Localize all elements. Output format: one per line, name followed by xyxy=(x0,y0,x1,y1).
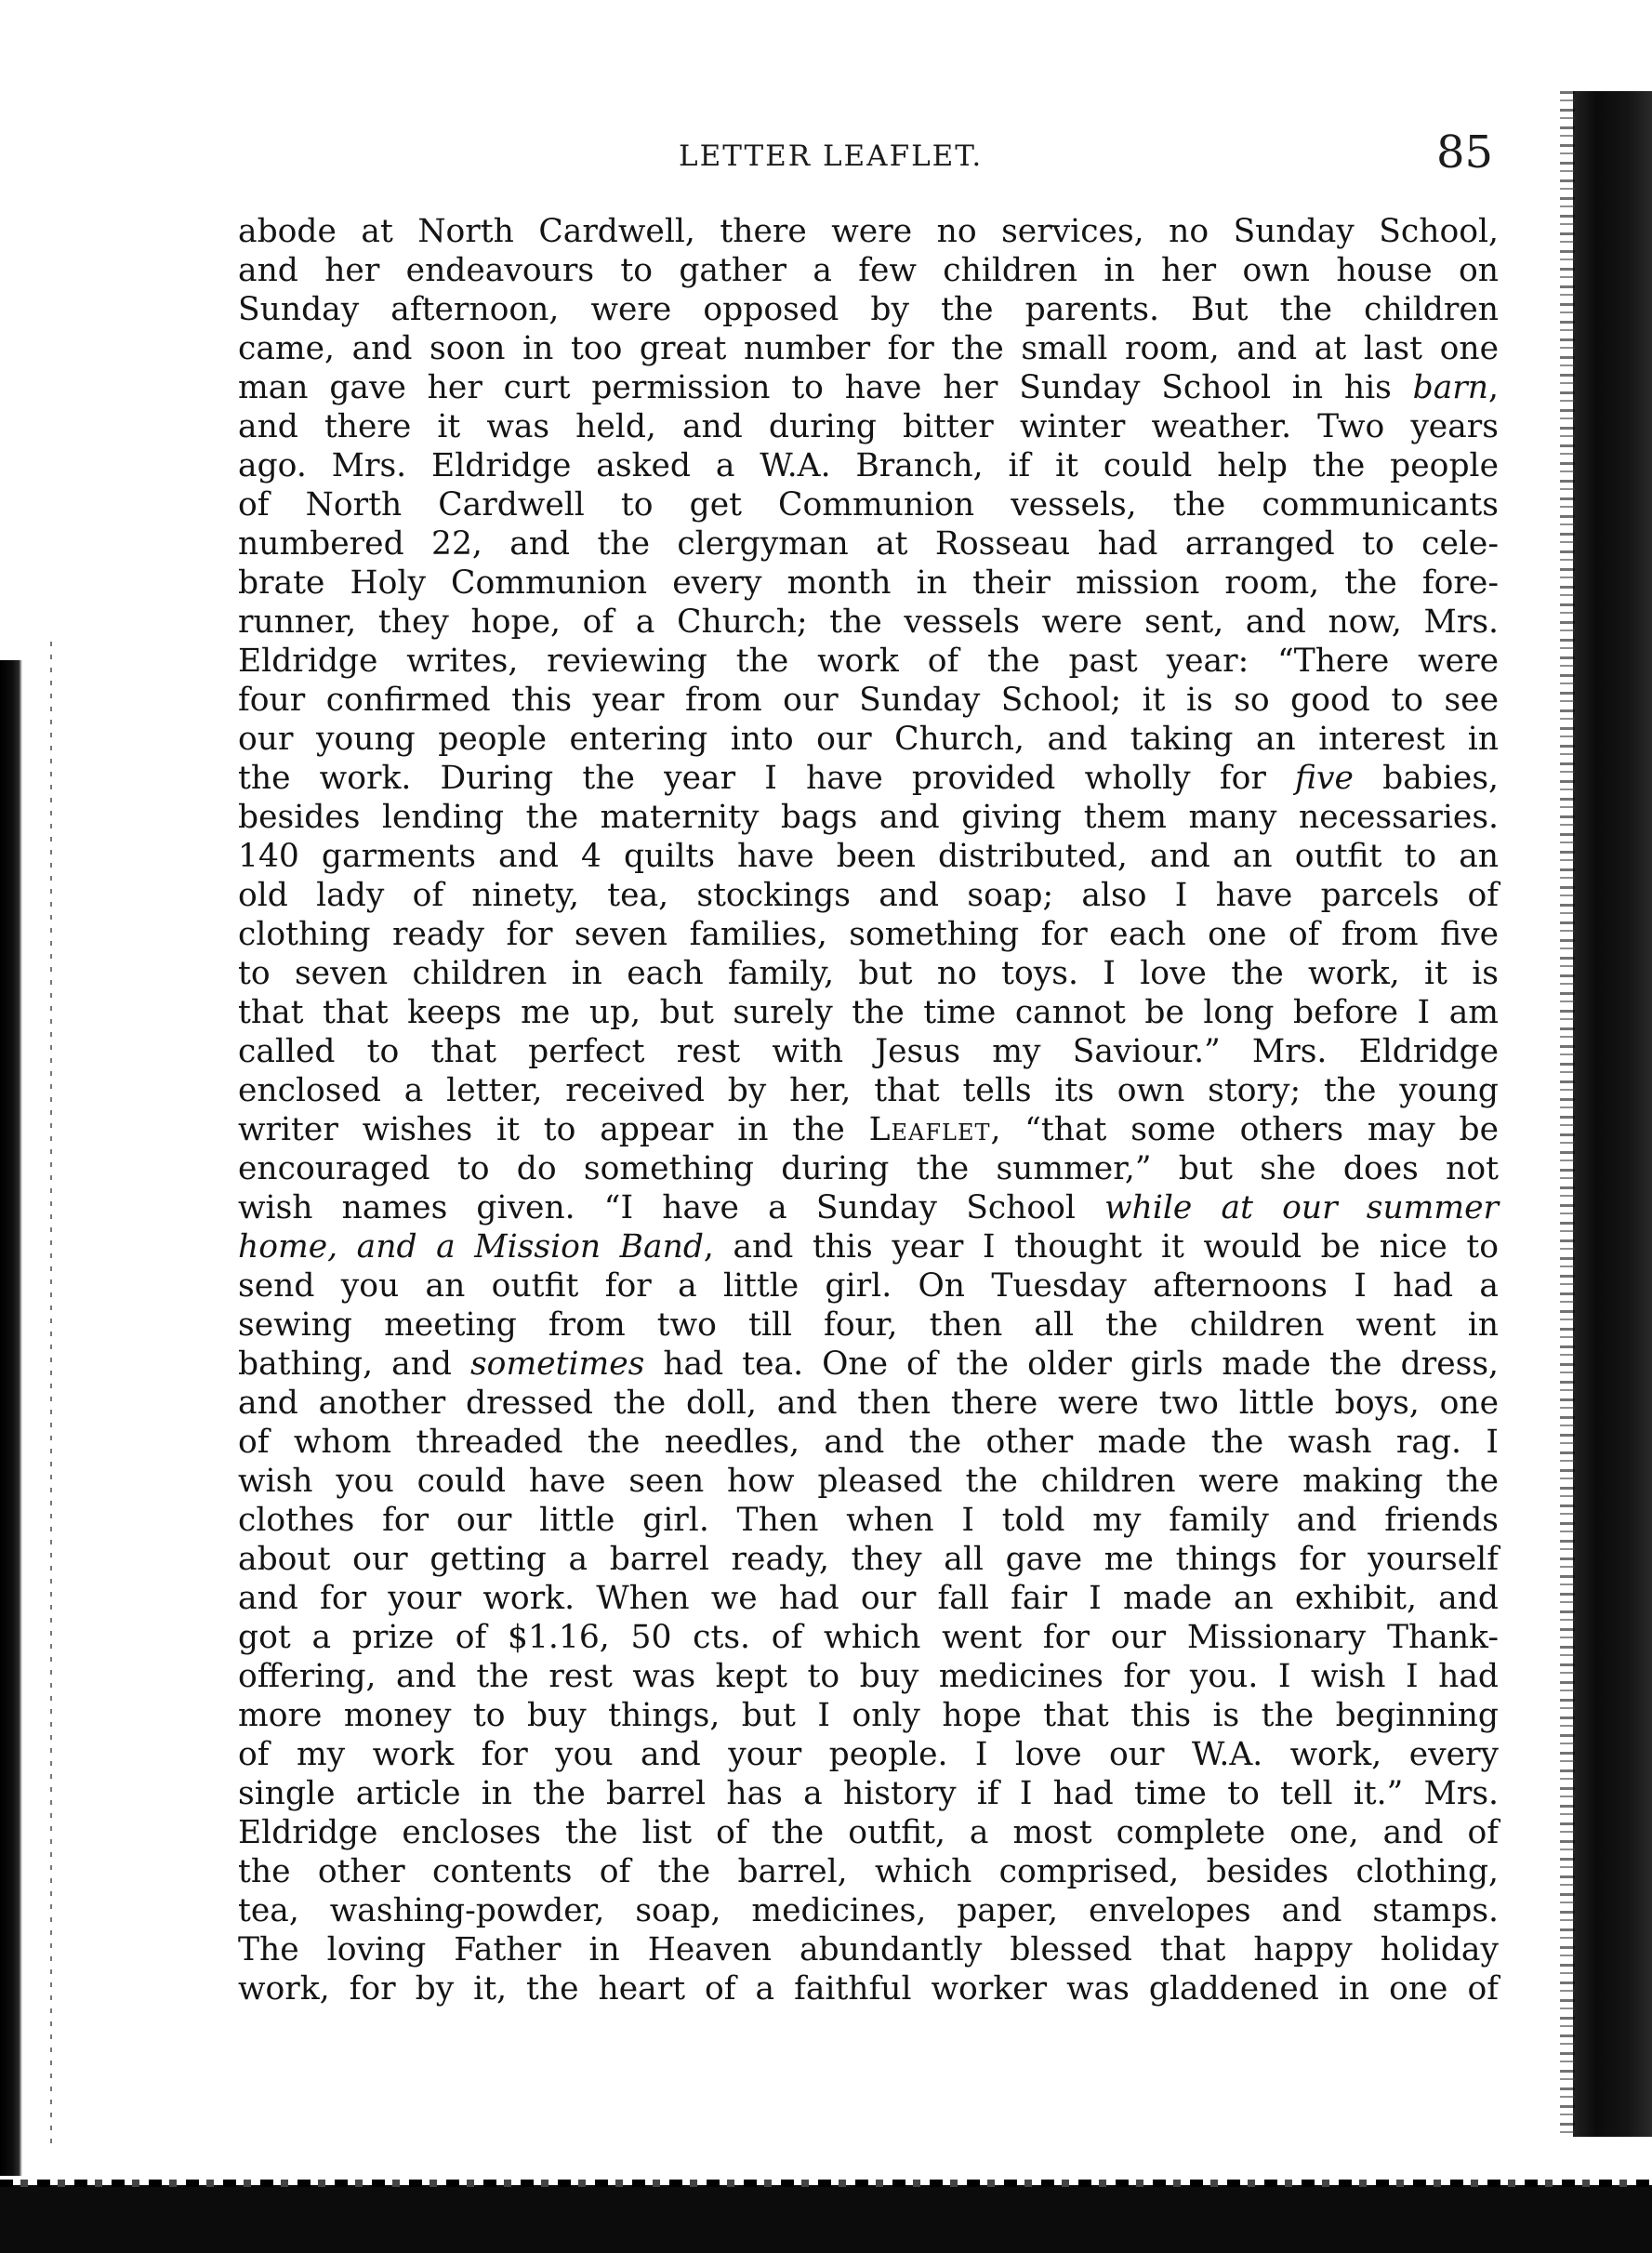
italic-text: home, and a Mission Band xyxy=(238,1228,704,1266)
text-run: single article in the barrel has a history if I had time to tell it.” Mrs. xyxy=(238,1775,1499,1812)
text-run: bathing, and xyxy=(238,1345,470,1383)
text-run: of my work for you and your people. I love our W.A. work, every xyxy=(238,1736,1499,1773)
text-line xyxy=(238,485,1499,524)
text-line xyxy=(238,993,1499,1032)
text-run: clothing ready for seven families, something for each one of from five xyxy=(238,916,1499,953)
text-run: and her endeavours to gather a few children in her own house on xyxy=(238,252,1499,289)
text-line xyxy=(238,524,1499,563)
text-run: about our getting a barrel ready, they all gave me things for yourself xyxy=(238,1541,1499,1578)
text-run: writer wishes it to appear in the xyxy=(238,1111,869,1148)
text-line xyxy=(238,1540,1499,1579)
text-line xyxy=(238,1227,1499,1266)
text-line xyxy=(238,759,1499,798)
text-run: Sunday afternoon, were opposed by the parents. But the children xyxy=(238,291,1499,328)
text-run: , xyxy=(1488,369,1499,406)
text-run: , “that some others may be xyxy=(990,1111,1499,1148)
text-line xyxy=(238,798,1499,837)
text-run: Eldridge writes, reviewing the work of the past year: “There were xyxy=(238,643,1499,680)
text-run: work, for by it, the heart of a faithful worker was gladdened in one of xyxy=(238,1970,1499,2008)
italic-text: five xyxy=(1295,760,1354,797)
text-run: offering, and the rest was kept to buy medicines for you. I wish I had xyxy=(238,1658,1499,1695)
text-line xyxy=(238,212,1499,251)
text-line xyxy=(238,1696,1499,1735)
text-run: of whom threaded the needles, and the other made the wash rag. I xyxy=(238,1424,1499,1461)
italic-text: while at our summer xyxy=(1104,1189,1500,1226)
text-run: and for your work. When we had our fall fair I made an exhibit, and xyxy=(238,1580,1499,1617)
text-run: tea, washing-powder, soap, medicines, paper, envelopes and stamps. xyxy=(238,1892,1499,1929)
text-run: besides lending the maternity bags and giving them many necessaries. xyxy=(238,799,1499,836)
small-caps-text: Leaflet xyxy=(868,1111,991,1148)
text-run: numbered 22, and the clergyman at Rosseau had arranged to cele- xyxy=(238,525,1499,563)
text-run: babies, xyxy=(1353,760,1500,797)
text-run: of North Cardwell to get Communion vessels, the communicants xyxy=(238,486,1499,523)
text-line xyxy=(238,446,1499,485)
text-run: 140 garments and 4 quilts have been distributed, and an outfit to an xyxy=(238,838,1499,875)
text-run: , and this year I thought it would be nice to xyxy=(703,1228,1499,1266)
text-run: that that keeps me up, but surely the time cannot be long before I am xyxy=(238,994,1499,1031)
text-run: came, and soon in too great number for the small room, and at last one xyxy=(238,330,1499,367)
text-line xyxy=(238,1188,1499,1227)
text-run: abode at North Cardwell, there were no services, no Sunday School, xyxy=(238,213,1499,250)
text-line xyxy=(238,290,1499,329)
text-line xyxy=(238,1305,1499,1345)
text-line xyxy=(238,1032,1499,1071)
page-edge-bottom xyxy=(0,2185,1652,2253)
text-line xyxy=(238,1579,1499,1618)
text-line xyxy=(238,1149,1499,1188)
text-run: clothes for our little girl. Then when I told my family and friends xyxy=(238,1502,1499,1539)
text-run: wish you could have seen how pleased the children were making the xyxy=(238,1463,1499,1500)
text-run: brate Holy Communion every month in their mission room, the fore- xyxy=(238,564,1499,602)
text-line xyxy=(238,1266,1499,1305)
text-line xyxy=(238,642,1499,681)
text-line xyxy=(238,1110,1499,1149)
text-line xyxy=(238,1813,1499,1852)
text-line xyxy=(238,1071,1499,1110)
text-line xyxy=(238,1735,1499,1774)
text-line xyxy=(238,407,1499,446)
page-number: 85 xyxy=(1436,126,1494,179)
text-line xyxy=(238,251,1499,290)
text-run: The loving Father in Heaven abundantly blessed that happy holiday xyxy=(238,1931,1499,1968)
text-line xyxy=(238,876,1499,915)
text-run: wish names given. “I have a Sunday School xyxy=(238,1189,1105,1226)
text-line xyxy=(238,563,1499,603)
text-line xyxy=(238,1345,1499,1384)
text-run: enclosed a letter, received by her, that tells its own story; the young xyxy=(238,1072,1499,1109)
text-line xyxy=(238,1423,1499,1462)
running-title: LETTER LEAFLET. xyxy=(679,139,984,173)
text-run: more money to buy things, but I only hope that this is the beginning xyxy=(238,1697,1499,1734)
text-line xyxy=(238,1501,1499,1540)
text-line xyxy=(238,603,1499,642)
italic-text: sometimes xyxy=(469,1345,645,1383)
page-edge-left-speckle xyxy=(50,642,52,2148)
text-run: encouraged to do something during the summer,” but she does not xyxy=(238,1150,1499,1187)
text-run: man gave her curt permission to have her Sunday School in his xyxy=(238,369,1413,406)
text-run: Eldridge encloses the list of the outfit, a most complete one, and of xyxy=(238,1814,1499,1851)
body-paragraph xyxy=(238,212,1499,2008)
text-run: and another dressed the doll, and then there were two little boys, one xyxy=(238,1385,1499,1422)
text-line xyxy=(238,1618,1499,1657)
text-run: old lady of ninety, tea, stockings and soap; also I have parcels of xyxy=(238,877,1499,914)
text-run: our young people entering into our Church, and taking an interest in xyxy=(238,721,1499,758)
text-line xyxy=(238,837,1499,876)
text-line xyxy=(238,954,1499,993)
text-line xyxy=(238,329,1499,368)
text-run: got a prize of $1.16, 50 cts. of which went for our Missionary Thank- xyxy=(238,1619,1499,1656)
text-run: and there it was held, and during bitter winter weather. Two years xyxy=(238,408,1499,445)
text-run: had tea. One of the older girls made the dress, xyxy=(644,1345,1499,1383)
text-line xyxy=(238,1774,1499,1813)
text-line xyxy=(238,1969,1499,2008)
text-line xyxy=(238,1891,1499,1930)
text-line xyxy=(238,1462,1499,1501)
text-run: send you an outfit for a little girl. On Tuesday afternoons I had a xyxy=(238,1267,1499,1305)
text-run: the other contents of the barrel, which comprised, besides clothing, xyxy=(238,1853,1499,1890)
text-line xyxy=(238,368,1499,407)
text-run: the work. During the year I have provided wholly for xyxy=(238,760,1296,797)
text-run: to seven children in each family, but no toys. I love the work, it is xyxy=(238,955,1499,992)
italic-text: barn xyxy=(1412,369,1489,406)
text-line xyxy=(238,1852,1499,1891)
page-binding-edge-right xyxy=(1573,91,1652,2137)
text-line xyxy=(238,1657,1499,1696)
text-line xyxy=(238,915,1499,954)
page-edge-left xyxy=(0,660,22,2176)
text-run: called to that perfect rest with Jesus my Saviour.” Mrs. Eldridge xyxy=(238,1033,1499,1070)
text-line xyxy=(238,720,1499,759)
text-line xyxy=(238,1930,1499,1969)
text-run: sewing meeting from two till four, then all the children went in xyxy=(238,1306,1499,1344)
text-line xyxy=(238,1384,1499,1423)
text-run: four confirmed this year from our Sunday School; it is so good to see xyxy=(238,682,1499,719)
text-line xyxy=(238,681,1499,720)
text-run: runner, they hope, of a Church; the vessels were sent, and now, Mrs. xyxy=(238,603,1499,641)
text-run: ago. Mrs. Eldridge asked a W.A. Branch, if it could help the people xyxy=(238,447,1499,484)
